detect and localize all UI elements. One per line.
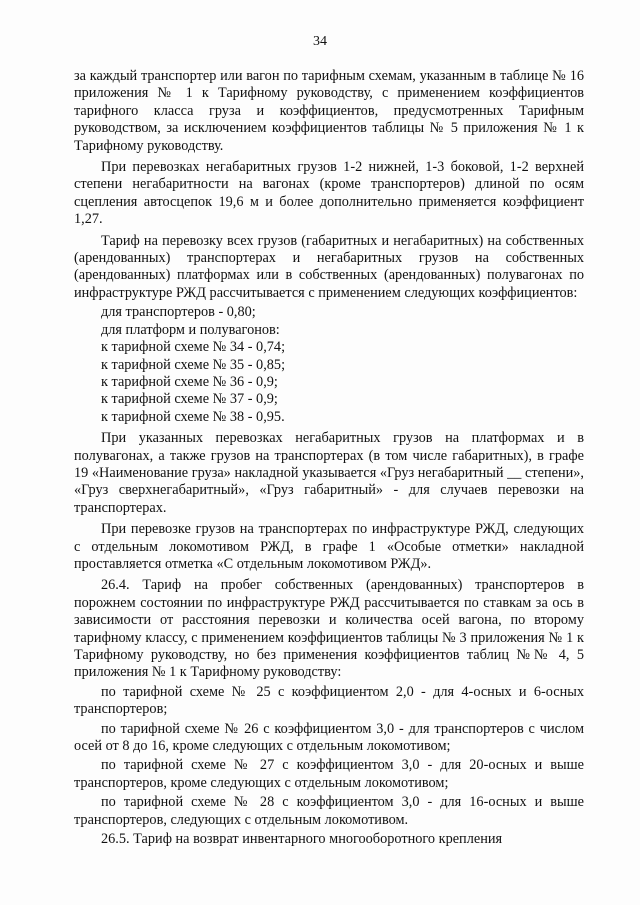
paragraph-continuation: за каждый транспортер или вагон по тарифным схемам, указанным в таблице № 16 приложения № 1 к Тарифному руководству, с применением коэффициентов тарифного класса груза и коэффициентов, предусмотренных Тарифным руководством, за исключением коэффициентов таблицы № 5 приложения № 1 к Тарифному руководству. — [74, 68, 584, 154]
paragraph-own-transporters-tariff: Тариф на перевозку всех грузов (габаритных и негабаритных) на собственных (арендованных) транспортерах и негабаритных грузов на собственных (арендованных) платформах или в собственных (арендованных) полувагонах по инфраструктуре РЖД рассчитывается с применением следующих коэффициентов: — [74, 232, 584, 301]
paragraph-scheme-26: по тарифной схеме № 26 с коэффициентом 3,0 - для транспортеров с числом осей от 8 до 16, кроме следующих с отдельным локомотивом; — [74, 720, 584, 755]
list-item-transporters: для транспортеров - 0,80; — [101, 304, 256, 321]
list-item-scheme-35: к тарифной схеме № 35 - 0,85; — [101, 356, 286, 373]
paragraph-scheme-25: по тарифной схеме № 25 с коэффициентом 2,0 - для 4-осных и 6-осных транспортеров; — [74, 683, 584, 718]
paragraph-oversize-coefficient: При перевозках негабаритных грузов 1-2 нижней, 1-3 боковой, 1-2 верхней степени негабаритности на вагонах (кроме транспортеров) длиной по осям сцепления автосцепок 19,6 м и более дополнительно применяется коэффициент 1,27. — [74, 159, 584, 228]
paragraph-separate-locomotive: При перевозке грузов на транспортерах по инфраструктуре РЖД, следующих с отдельным локомотивом РЖД, в графе 1 «Особые отметки» накладной проставляется отметка «С отдельным локомотивом РЖД». — [74, 521, 584, 572]
paragraph-scheme-27: по тарифной схеме № 27 с коэффициентом 3,0 - для 20-осных и выше транспортеров, кроме следующих с отдельным локомотивом; — [74, 757, 584, 791]
paragraph-26-4: 26.4. Тариф на пробег собственных (арендованных) транспортеров в порожнем состоянии по инфраструктуре РЖД рассчитывается по ставкам за ось в зависимости от расстояния перевозки и количества осей вагона, по второму тарифному классу, с применением коэффициентов таблицы № 3 приложения № 1 к Тарифному руководству, но без применения коэффициентов таблиц №№ 4, 5 приложения № 1 к Тарифному руководству: — [74, 577, 584, 681]
paragraph-scheme-28: по тарифной схеме № 28 с коэффициентом 3,0 - для 16-осных и выше транспортеров, следующих с отдельным локомотивом. — [74, 794, 584, 828]
list-item-platforms-heading: для платформ и полувагонов: — [101, 321, 280, 338]
paragraph-26-5: 26.5. Тариф на возврат инвентарного многооборотного крепления — [101, 831, 503, 848]
list-item-scheme-38: к тарифной схеме № 38 - 0,95. — [101, 408, 285, 425]
page-number: 34 — [313, 34, 327, 49]
list-item-scheme-37: к тарифной схеме № 37 - 0,9; — [101, 391, 278, 408]
paragraph-cargo-naming: При указанных перевозках негабаритных грузов на платформах и в полувагонах, а также грузов на транспортерах (в том числе габаритных), в графе 19 «Наименование груза» накладной указывается «Груз негабаритный __ степени», «Груз сверхнегабаритный», «Груз габаритный» - для случаев перевозки на транспортерах. — [74, 430, 584, 516]
list-item-scheme-36: к тарифной схеме № 36 - 0,9; — [101, 373, 278, 390]
list-item-scheme-34: к тарифной схеме № 34 - 0,74; — [101, 339, 286, 356]
document-body — [74, 68, 584, 852]
